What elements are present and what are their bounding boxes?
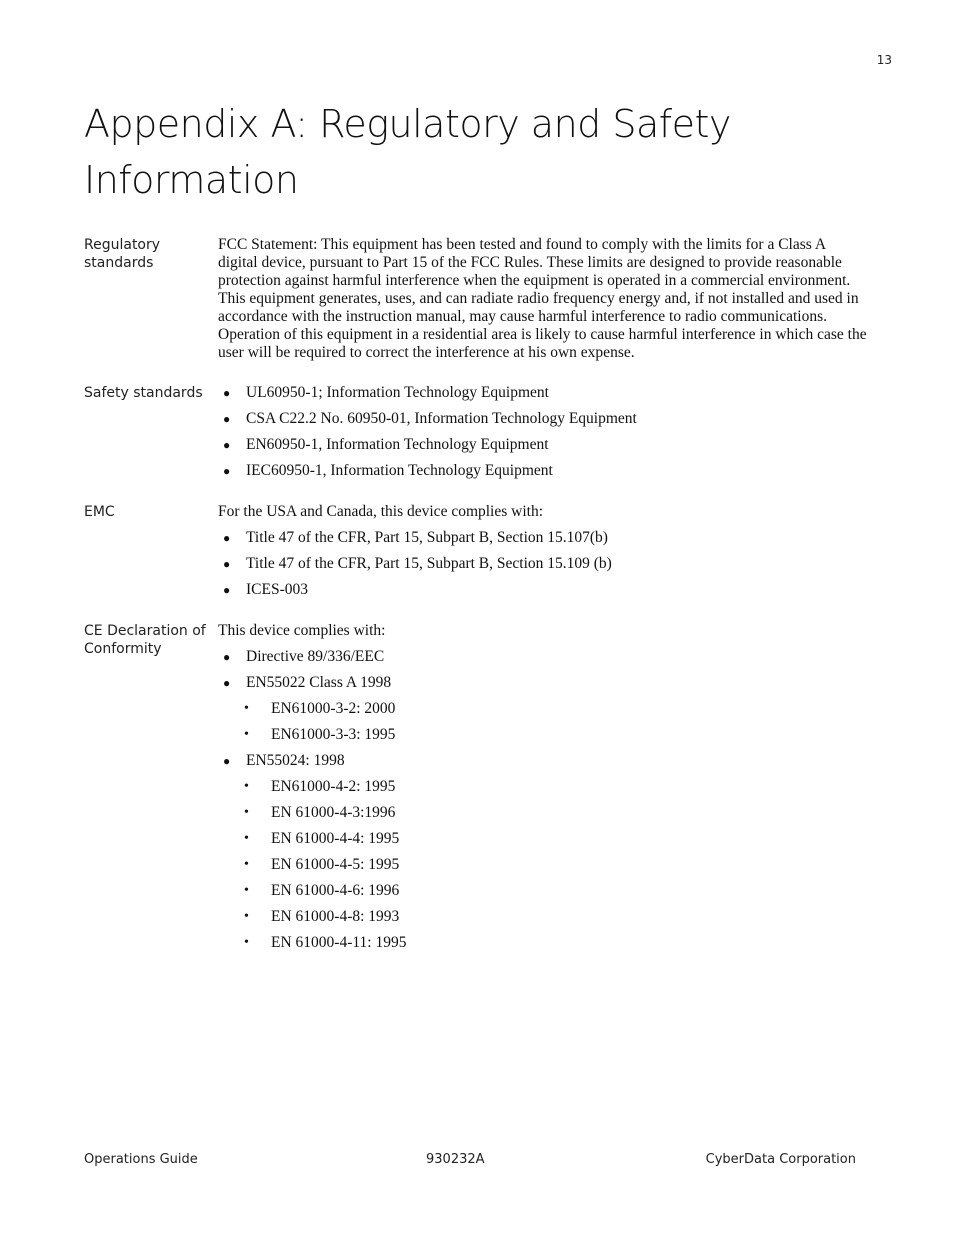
small-bullet-icon: •	[244, 909, 249, 924]
section-label: Safety standards	[84, 385, 203, 401]
list-item: ● CSA C22.2 No. 60950-01, Information Technology Equipment	[223, 410, 637, 427]
sub-list-item: • EN 61000-4-3:1996	[244, 804, 396, 821]
fcc-statement: FCC Statement: This equipment has been tested and found to comply with the limits for a Class A digital device, pursuant to Part 15 of the FCC Rules. These limits are designed to provide reasonable protection against harmful interference when the equipment is operated in a commercial environment. This equipment generates, uses, and can radiate radio frequency energy and, if not installed and used in accordance with the instruction manual, may cause harmful interference to radio communications. Operation of this equipment in a residential area is likely to cause harmful interference in which case the user will be required to correct the interference at his own expense.	[218, 236, 867, 361]
section-label: Regulatory standards	[84, 237, 161, 271]
ce-intro: This device complies with:	[218, 622, 386, 639]
footer-center: 930232A	[426, 1152, 485, 1167]
bullet-icon: ●	[223, 676, 231, 690]
footer-right: CyberData Corporation	[705, 1152, 856, 1167]
sub-list-item: • EN 61000-4-4: 1995	[244, 830, 400, 847]
emc-intro: For the USA and Canada, this device complies with:	[218, 503, 544, 520]
footer-left: Operations Guide	[84, 1152, 198, 1167]
bullet-icon: ●	[223, 531, 231, 545]
section-body	[218, 236, 868, 362]
list-item: ● EN55022 Class A 1998	[223, 674, 392, 691]
sub-list-item: • EN61000-3-2: 2000	[244, 700, 396, 717]
section-label: CE Declaration of Conformity	[84, 623, 206, 657]
list-item: ● ICES-003	[223, 581, 308, 598]
bullet-icon: ●	[223, 583, 231, 597]
small-bullet-icon: •	[244, 727, 249, 742]
small-bullet-icon: •	[244, 857, 249, 872]
list-item: ● UL60950-1; Information Technology Equipment	[223, 384, 549, 401]
list-item: ● Title 47 of the CFR, Part 15, Subpart B, Section 15.109 (b)	[223, 555, 612, 572]
bullet-icon: ●	[223, 412, 231, 426]
list-item: ● EN60950-1, Information Technology Equipment	[223, 436, 549, 453]
sub-list-item: • EN 61000-4-11: 1995	[244, 934, 407, 951]
section-body	[218, 503, 868, 599]
small-bullet-icon: •	[244, 935, 249, 950]
emc-list	[218, 529, 868, 599]
sub-list-item: • EN 61000-4-6: 1996	[244, 882, 400, 899]
small-bullet-icon: •	[244, 779, 249, 794]
bullet-icon: ●	[223, 557, 231, 571]
bullet-icon: ●	[223, 754, 231, 768]
page-number: 13	[876, 53, 892, 67]
ce-list	[218, 648, 868, 952]
sub-list-item: • EN61000-3-3: 1995	[244, 726, 396, 743]
list-item: ● Directive 89/336/EEC	[223, 648, 385, 665]
sub-list-item: • EN 61000-4-5: 1995	[244, 856, 400, 873]
section-body	[218, 384, 868, 480]
list-item: ● EN55024: 1998	[223, 752, 345, 769]
small-bullet-icon: •	[244, 831, 249, 846]
small-bullet-icon: •	[244, 805, 249, 820]
bullet-icon: ●	[223, 650, 231, 664]
section-body	[218, 622, 868, 952]
list-item: ● Title 47 of the CFR, Part 15, Subpart B, Section 15.107(b)	[223, 529, 608, 546]
sub-list-item: • EN 61000-4-8: 1993	[244, 908, 400, 925]
bullet-icon: ●	[223, 386, 231, 400]
safety-list	[218, 384, 868, 480]
sub-list-item: • EN61000-4-2: 1995	[244, 778, 396, 795]
list-item: ● IEC60950-1, Information Technology Equipment	[223, 462, 553, 479]
bullet-icon: ●	[223, 464, 231, 478]
section-label: EMC	[84, 504, 115, 520]
small-bullet-icon: •	[244, 883, 249, 898]
small-bullet-icon: •	[244, 701, 249, 716]
bullet-icon: ●	[223, 438, 231, 452]
page-title: Appendix A: Regulatory and Safety Information	[84, 102, 731, 202]
